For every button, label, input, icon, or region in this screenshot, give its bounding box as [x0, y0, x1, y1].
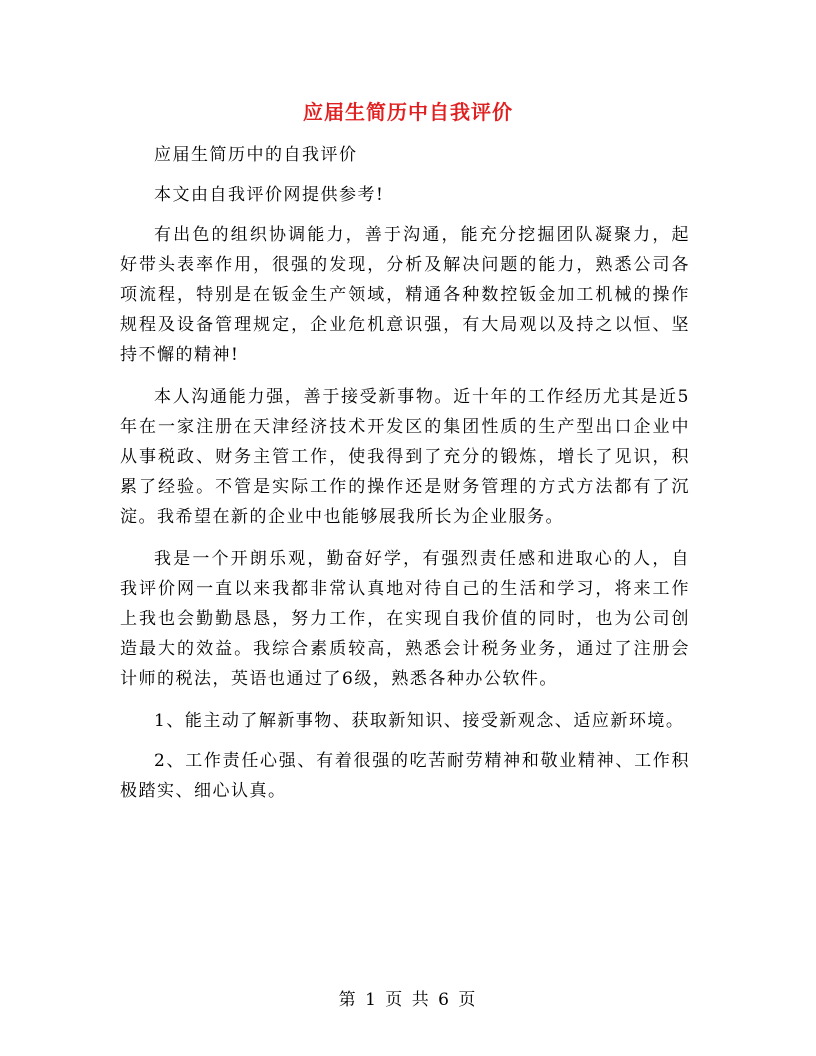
paragraph-subtitle: 应届生简历中的自我评价 [154, 145, 358, 165]
document-title: 应届生简历中自我评价 [303, 100, 513, 124]
paragraph-abilities: 有出色的组织协调能力，善于沟通，能充分挖掘团队凝聚力，起好带头表率作用，很强的发现，分析及解决问题的能力，熟悉公司各项流程，特别是在钣金生产领域，精通各种数控钣金加工机械的操作规程及设备管理规定，企业危机意识强，有大局观以及持之以恒、坚持不懈的精神! [120, 225, 690, 365]
document-body [120, 140, 690, 818]
list-item-2: 2、工作责任心强、有着很强的吃苦耐劳精神和敬业精神、工作积极踏实、细心认真。 [120, 751, 690, 801]
paragraph-source-note: 本文由自我评价网提供参考! [154, 185, 385, 205]
paragraph-personality: 我是一个开朗乐观，勤奋好学，有强烈责任感和进取心的人，自我评价网一直以来我都非常认真地对待自己的生活和学习，将来工作上我也会勤勤恳恳，努力工作，在实现自我价值的同时，也为公司创造最大的效益。我综合素质较高，熟悉会计税务业务，通过了注册会计师的税法，英语也通过了6级，熟悉各种办公软件。 [120, 549, 690, 689]
paragraph-experience: 本人沟通能力强，善于接受新事物。近十年的工作经历尤其是近5年在一家注册在天津经济技术开发区的集团性质的生产型出口企业中从事税政、财务主管工作，使我得到了充分的锻炼，增长了见识，积累了经验。不管是实际工作的操作还是财务管理的方式方法都有了沉淀。我希望在新的企业中也能够展我所长为企业服务。 [120, 387, 690, 527]
list-item-1: 1、能主动了解新事物、获取新知识、接受新观念、适应新环境。 [154, 711, 685, 731]
page-number-footer: 第 1 页 共 6 页 [338, 990, 478, 1010]
